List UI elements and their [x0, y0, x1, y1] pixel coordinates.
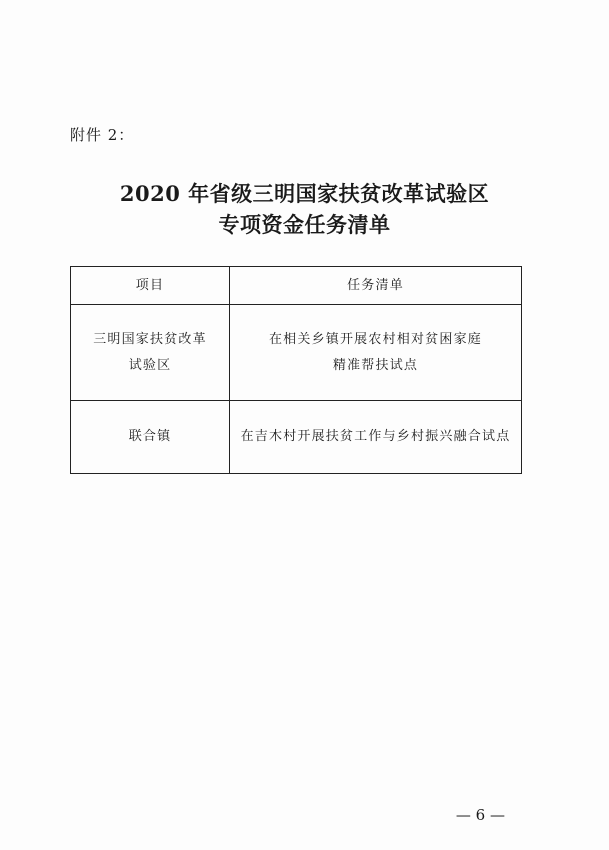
document-title-line-1: 2020 年省级三明国家扶贫改革试验区 — [119, 181, 490, 206]
item-text: 三明国家扶贫改革 — [93, 331, 207, 347]
table-row — [71, 401, 522, 474]
page-number: — 6 — — [455, 806, 505, 824]
task-text: 在相关乡镇开展农村相对贫困家庭 — [268, 331, 482, 347]
attachment-label: 附件 2： — [70, 126, 135, 144]
table-header-row — [71, 267, 522, 305]
item-text: 试验区 — [128, 357, 172, 373]
document-title-line-2: 专项资金任务清单 — [218, 212, 391, 237]
task-list-table — [70, 266, 522, 474]
header-item: 项目 — [71, 267, 230, 305]
item-text: 联合镇 — [128, 429, 172, 444]
task-text: 精准帮扶试点 — [332, 357, 419, 373]
header-task-list: 任务清单 — [230, 267, 522, 305]
item-cell — [71, 305, 230, 401]
task-cell — [230, 305, 522, 401]
task-cell — [230, 401, 522, 474]
task-text: 在吉木村开展扶贫工作与乡村振兴融合试点 — [240, 429, 511, 444]
table-row — [71, 305, 522, 401]
item-cell — [71, 401, 230, 474]
